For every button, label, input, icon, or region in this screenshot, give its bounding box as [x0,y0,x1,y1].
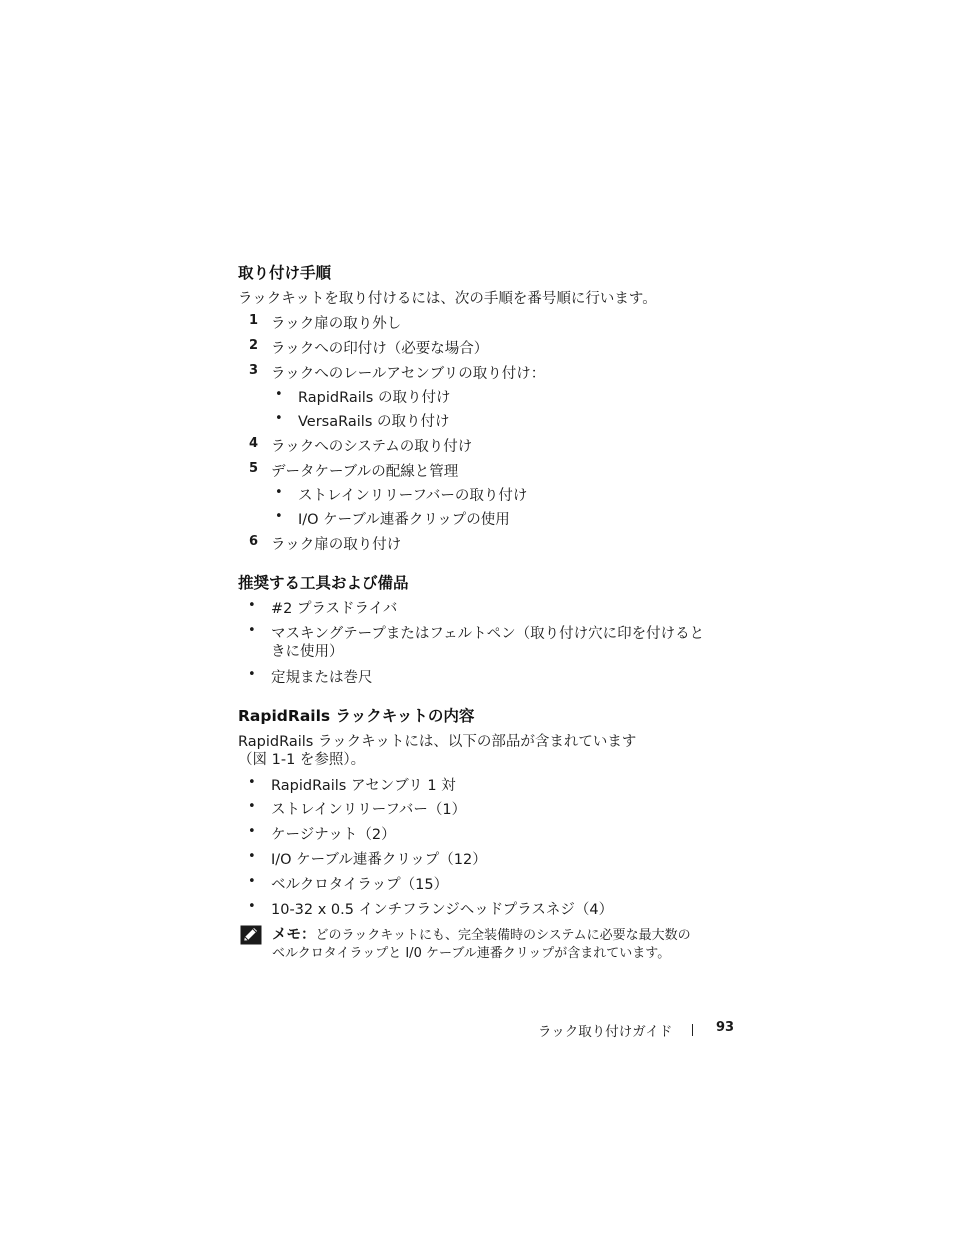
bullet-marker: • [248,667,256,682]
step-text: ラック扉の取り付け [271,537,402,553]
bullet-marker: • [275,485,283,500]
step-number: 2 [249,338,259,353]
contents-intro-line2: （図 1-1 を参照）。 [238,752,366,768]
sub-item: I/O ケーブル連番クリップの使用 [298,512,510,528]
contents-item: ケージナット（2） [271,827,396,843]
bullet-marker: • [248,824,256,839]
contents-item: RapidRails アセンブリ 1 対 [271,778,456,794]
contents-item: 10-32 x 0.5 インチフランジヘッドプラスネジ（4） [271,902,614,918]
section-heading-installation: 取り付け手順 [238,264,332,282]
step-text: ラック扉の取り外し [271,316,402,332]
step-text: ラックへのシステムの取り付け [271,439,473,455]
bullet-marker: • [275,509,283,524]
section-heading-tools: 推奨する工具および備品 [238,574,409,592]
installation-intro: ラックキットを取り付けるには、次の手順を番号順に行います。 [238,291,657,307]
tool-item: 定規または巻尺 [271,670,373,686]
note-text-line2: ベルクロタイラップと I/0 ケーブル連番クリップが含まれています。 [272,946,671,961]
step-number: 3 [249,363,259,378]
note-pencil-icon [240,925,262,945]
bullet-marker: • [248,623,256,638]
step-number: 6 [249,534,259,549]
note-label: メモ： [272,927,316,943]
step-text: データケーブルの配線と管理 [271,464,459,480]
note-body: どのラックキットにも、完全装備時のシステムに必要な最大数の [315,928,691,943]
step-number: 4 [249,436,259,451]
step-text: ラックへの印付け（必要な場合） [271,341,489,357]
tool-item-continuation: きに使用） [271,644,344,660]
sub-item: ストレインリリーフバーの取り付け [298,488,528,504]
tool-item: マスキングテープまたはフェルトペン（取り付け穴に印を付けると [271,626,705,642]
step-text: ラックへのレールアセンブリの取り付け： [271,366,546,382]
contents-item: ストレインリリーフバー（1） [271,802,467,818]
contents-intro-line1: RapidRails ラックキットには、以下の部品が含まれています [238,734,637,750]
bullet-marker: • [248,874,256,889]
section-heading-contents: RapidRails ラックキットの内容 [238,707,475,725]
bullet-marker: • [275,387,283,402]
footer-title: ラック取り付けガイド [538,1024,673,1040]
footer-separator [692,1024,693,1036]
sub-item: RapidRails の取り付け [298,390,451,406]
note-text-line1 [272,923,691,944]
bullet-marker: • [248,598,256,613]
bullet-marker: • [248,899,256,914]
bullet-marker: • [248,849,256,864]
bullet-marker: • [248,799,256,814]
bullet-marker: • [275,411,283,426]
bullet-marker: • [248,775,256,790]
contents-item: I/O ケーブル連番クリップ（12） [271,852,487,868]
step-number: 5 [249,461,259,476]
sub-item: VersaRails の取り付け [298,414,450,430]
step-number: 1 [249,313,259,328]
tool-item: #2 プラスドライバ [271,601,398,617]
page-number: 93 [716,1020,735,1035]
contents-item: ベルクロタイラップ（15） [271,877,449,893]
